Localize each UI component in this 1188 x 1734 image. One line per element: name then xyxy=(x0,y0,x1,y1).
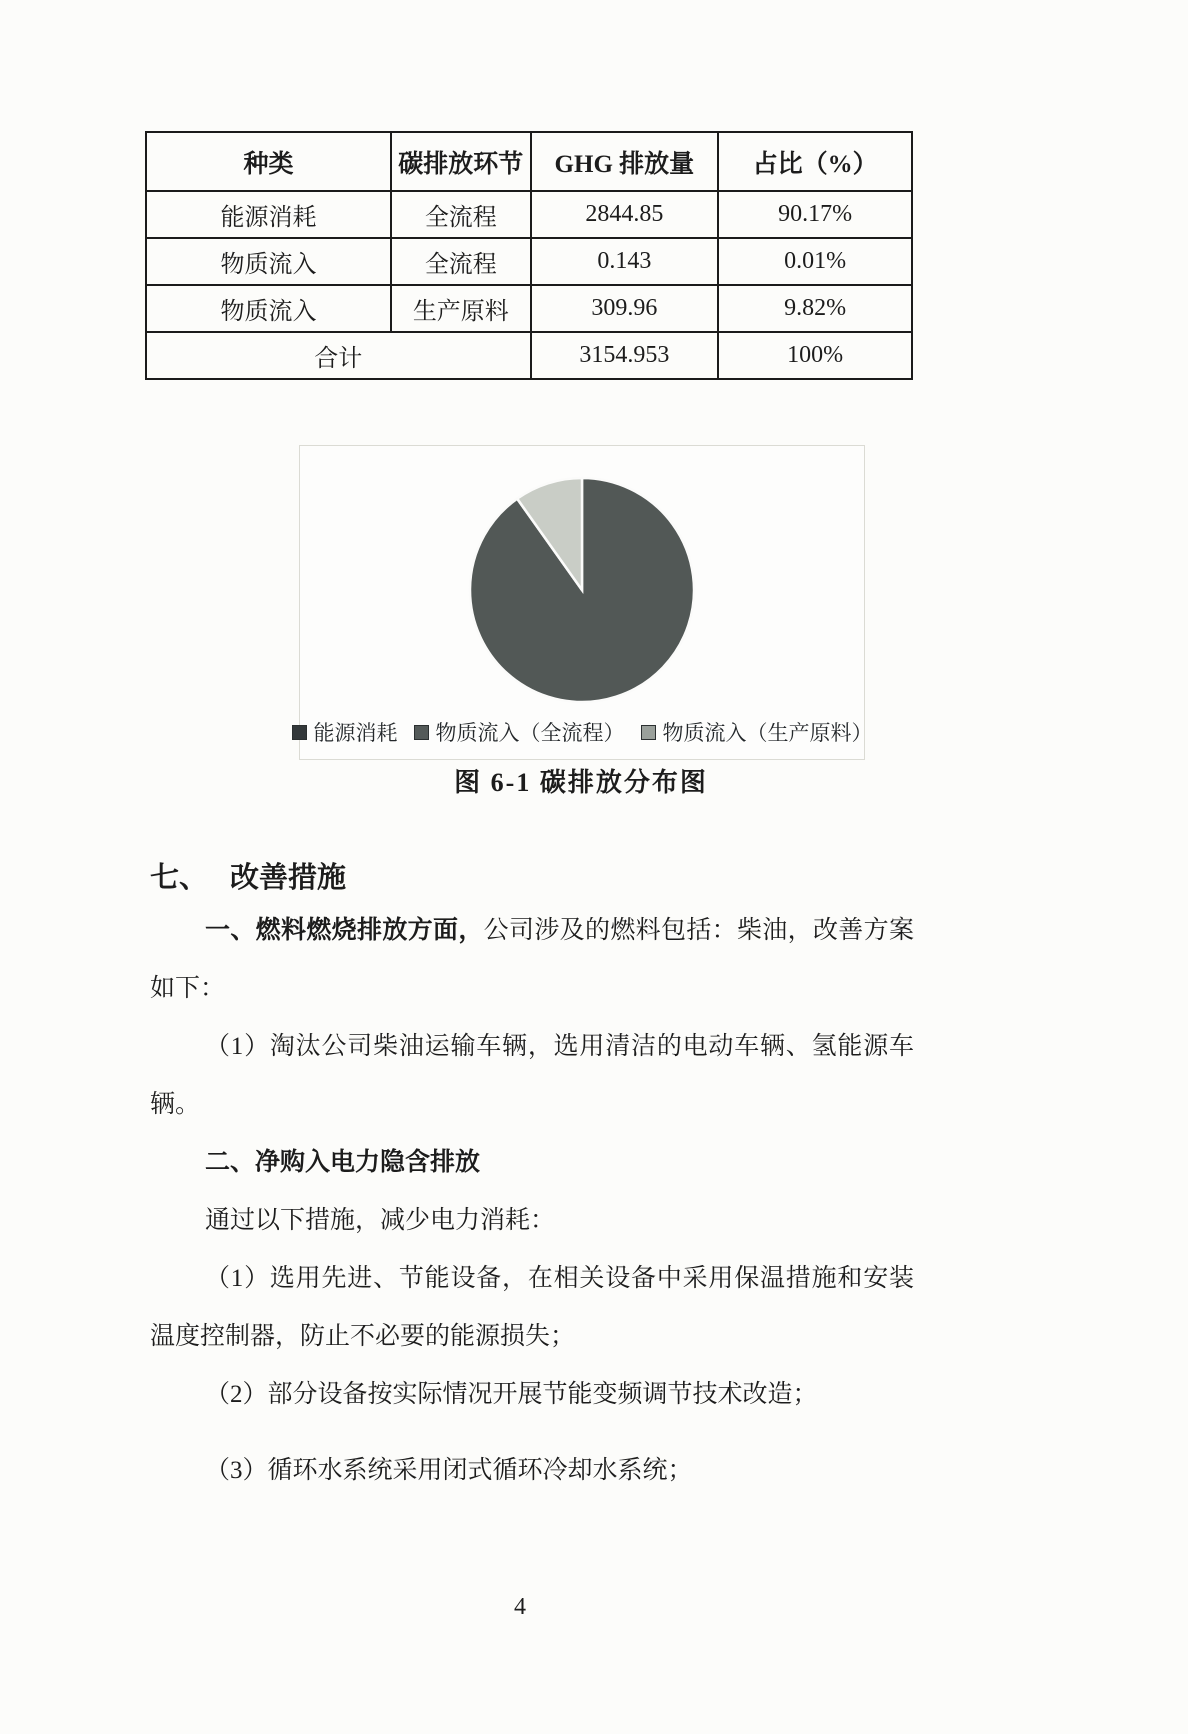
table-body xyxy=(146,191,912,379)
figure-caption: 图 6-1 碳排放分布图 xyxy=(454,768,708,797)
body-line xyxy=(150,1250,914,1308)
table-header-cell: GHG 排放量 xyxy=(531,132,719,191)
body-run: 辆。 xyxy=(150,1091,201,1118)
table-header-cell: 种类 xyxy=(146,132,391,191)
emissions-table-wrap xyxy=(145,131,913,380)
body-line xyxy=(150,1076,914,1134)
legend-label: 物质流入（生产原料） xyxy=(662,721,873,745)
body-run: （1）淘汰公司柴油运输车辆，选用清洁的电动车辆、氢能源车 xyxy=(205,1033,914,1060)
legend-swatch xyxy=(641,725,656,740)
body-run: （1）选用先进、节能设备，在相关设备中采用保温措施和安装 xyxy=(205,1265,914,1292)
table-cell: 0.143 xyxy=(531,238,719,285)
body-run: 公司涉及的燃料包括：柴油，改善方案 xyxy=(483,917,914,944)
table-header-row xyxy=(146,132,912,191)
body-line xyxy=(150,902,914,960)
body-line xyxy=(150,1442,914,1500)
section-heading xyxy=(150,855,346,896)
table-row xyxy=(146,191,912,238)
body-line xyxy=(150,1308,914,1366)
body-run: 温度控制器，防止不必要的能源损失； xyxy=(150,1323,576,1350)
body-line xyxy=(150,1018,914,1076)
body-line xyxy=(150,1366,914,1424)
table-cell: 90.17% xyxy=(718,191,912,238)
table-cell: 9.82% xyxy=(718,285,912,332)
table-row xyxy=(146,285,912,332)
table-header-cell: 占比（%） xyxy=(718,132,912,191)
section-number: 七、 xyxy=(150,862,209,894)
table-cell: 物质流入 xyxy=(146,238,391,285)
table-cell: 309.96 xyxy=(531,285,719,332)
table-total-percent: 100% xyxy=(718,332,912,379)
table-total-amount: 3154.953 xyxy=(531,332,719,379)
table-row xyxy=(146,238,912,285)
table-cell: 能源消耗 xyxy=(146,191,391,238)
pie-chart-panel xyxy=(299,445,873,760)
pie-chart xyxy=(300,446,864,716)
table-cell: 2844.85 xyxy=(531,191,719,238)
table-total-row xyxy=(146,332,912,379)
body-line xyxy=(150,1134,914,1192)
legend-label: 物质流入（全流程） xyxy=(435,721,625,745)
body-run: （3）循环水系统采用闭式循环冷却水系统； xyxy=(205,1457,693,1484)
body-line xyxy=(150,960,914,1018)
section-title: 改善措施 xyxy=(230,862,347,894)
body-run: （2）部分设备按实际情况开展节能变频调节技术改造； xyxy=(205,1381,818,1408)
chart-legend xyxy=(300,717,873,747)
table-header-cell: 碳排放环节 xyxy=(391,132,530,191)
body-line xyxy=(150,1192,914,1250)
body-text xyxy=(150,902,914,1500)
table-cell: 生产原料 xyxy=(391,285,530,332)
legend-swatch xyxy=(292,725,307,740)
legend-item xyxy=(641,717,873,747)
body-run-bold: 一、燃料燃烧排放方面， xyxy=(205,917,484,944)
legend-label: 能源消耗 xyxy=(313,721,398,745)
table-cell: 0.01% xyxy=(718,238,912,285)
body-run: 通过以下措施，减少电力消耗： xyxy=(205,1207,556,1234)
emissions-table xyxy=(145,131,913,380)
table-total-label: 合计 xyxy=(146,332,531,379)
table-cell: 物质流入 xyxy=(146,285,391,332)
table-cell: 全流程 xyxy=(391,238,530,285)
page-number: 4 xyxy=(514,1594,526,1620)
table-cell: 全流程 xyxy=(391,191,530,238)
legend-item xyxy=(292,717,398,747)
legend-item xyxy=(414,717,625,747)
body-run: 如下： xyxy=(150,975,226,1002)
body-run-bold: 二、净购入电力隐含排放 xyxy=(205,1149,481,1176)
legend-swatch xyxy=(414,725,429,740)
